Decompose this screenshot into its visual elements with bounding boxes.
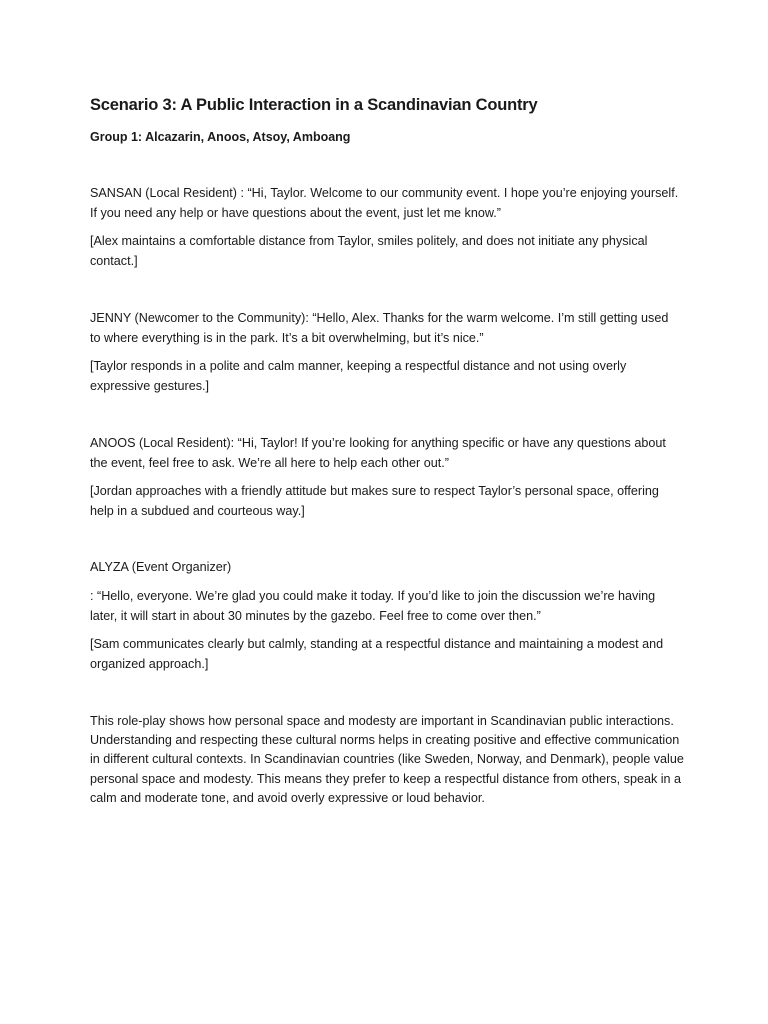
- scene-1-direction: [Alex maintains a comfortable distance from Taylor, smiles politely, and does not initiate any physical contact.]: [90, 234, 648, 268]
- scene-3-dialogue: ANOOS (Local Resident): “Hi, Taylor! If you’re looking for anything specific or have any questions about the event, feel free to ask. We’re all here to help each other out.”: [90, 436, 666, 470]
- scene-4-dialogue: : “Hello, everyone. We’re glad you could make it today. If you’d like to join the discussion we’re having later, it will start in about 30 minutes by the gazebo. Feel free to come over then.”: [90, 589, 656, 623]
- scene-4-direction: [Sam communicates clearly but calmly, standing at a respectful distance and maintaining a modest and organized approach.]: [90, 637, 664, 671]
- group-members: Group 1: Alcazarin, Anoos, Atsoy, Amboang: [90, 130, 351, 144]
- scene-4-speaker: ALYZA (Event Organizer): [90, 560, 232, 574]
- scene-2-direction: [Taylor responds in a polite and calm manner, keeping a respectful distance and not using overly expressive gestures.]: [90, 359, 627, 393]
- scene-2-dialogue: JENNY (Newcomer to the Community): “Hello, Alex. Thanks for the warm welcome. I’m still getting used to where everything is in the park. It’s a bit overwhelming, but it’s nice.”: [90, 311, 669, 345]
- summary-paragraph: This role-play shows how personal space and modesty are important in Scandinavian public interactions. Understanding and respecting these cultural norms helps in creating positive and effective communication in different cultural contexts. In Scandinavian countries (like Sweden, Norway, and Denmark), people value personal space and modesty. This means they prefer to keep a respectful distance from others, speak in a calm and moderate tone, and avoid overly expressive or loud behavior.: [90, 714, 684, 805]
- scene-1-dialogue: SANSAN (Local Resident) : “Hi, Taylor. Welcome to our community event. I hope you’re enjoying yourself. If you need any help or have questions about the event, just let me know.”: [90, 186, 679, 220]
- scene-3-direction: [Jordan approaches with a friendly attitude but makes sure to respect Taylor’s personal space, offering help in a subdued and courteous way.]: [90, 484, 659, 518]
- document-title: Scenario 3: A Public Interaction in a Scandinavian Country: [90, 96, 538, 114]
